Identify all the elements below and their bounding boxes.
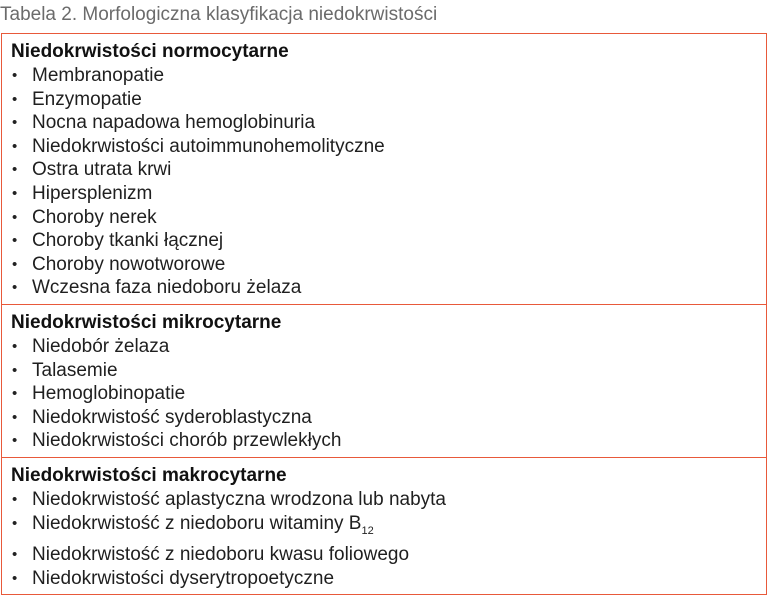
bullet-icon: • [12,408,18,426]
bullet-icon: • [12,67,18,84]
bullet-icon: • [12,490,18,508]
table-caption: Tabela 2. Morfologiczna klasyfikacja niedokrwistości [0,4,438,25]
bullet-icon: • [12,279,18,297]
list-item-text: Choroby tkanki łącznej [32,230,224,252]
bullet-icon: • [12,361,18,379]
section-normocytic [2,34,766,304]
list-item-text: Niedokrwistość z niedoboru witaminy B [32,512,362,534]
list-item-text: Enzymopatie [32,88,142,110]
section-microcytic [2,304,766,457]
list-item [11,253,757,277]
list-item [11,229,757,253]
section-macrocytic [2,457,766,594]
list-item-text: Choroby nowotworowe [32,253,226,275]
list-item [11,64,757,88]
list-item [11,382,757,406]
list-item [11,359,757,383]
list-item-text: Niedokrwistości chorób przewlekłych [32,430,342,452]
classification-table [1,33,767,595]
list-item-text: Niedokrwistości dyserytropoetyczne [32,567,335,589]
bullet-icon: • [12,114,18,132]
list-item [11,276,757,300]
list-item-text: Hemoglobinopatie [32,383,186,405]
bullet-icon: • [12,184,18,202]
item-list [11,64,757,300]
bullet-icon: • [12,569,18,587]
bullet-icon: • [12,385,18,403]
bullet-icon: • [12,337,18,355]
list-item-text: Talasemie [32,359,118,381]
bullet-icon: • [12,161,18,179]
item-list [11,488,757,590]
bullet-icon: • [12,208,18,226]
list-item [11,111,757,135]
list-item-text: Ostra utrata krwi [32,159,172,181]
list-item [11,567,757,591]
bullet-icon: • [12,546,18,564]
list-item-text: Niedokrwistość aplastyczna wrodzona lub nabyta [32,488,446,510]
section-title: Niedokrwistości normocytarne [11,41,289,62]
bullet-icon: • [12,432,18,450]
list-item [11,135,757,159]
list-item [11,182,757,206]
list-item [11,206,757,230]
section-title: Niedokrwistości makrocytarne [11,464,287,486]
list-item-text: Niedobór żelaza [32,335,170,357]
bullet-icon: • [12,514,18,532]
list-item [11,406,757,430]
list-item [11,335,757,359]
list-item-text: Niedokrwistość syderoblastyczna [32,406,312,428]
item-list [11,335,757,453]
vitamin-subscript: 12 [361,524,374,537]
list-item-text: Hipersplenizm [32,182,153,204]
list-item-text: Niedokrwistości autoimmunohemolityczne [32,135,385,157]
bullet-icon: • [12,137,18,155]
section-title: Niedokrwistości mikrocytarne [11,311,282,333]
list-item [11,543,757,567]
list-item-text: Niedokrwistość z niedoboru kwasu foliowego [32,544,410,566]
list-item [11,88,757,112]
bullet-icon: • [12,232,18,250]
list-item-text: Membranopatie [32,65,165,86]
list-item-text: Nocna napadowa hemoglobinuria [32,112,316,134]
list-item [11,512,757,544]
bullet-icon: • [12,90,18,108]
list-item-text: Choroby nerek [32,206,157,228]
list-item-text: Wczesna faza niedoboru żelaza [32,277,302,299]
list-item [11,429,757,453]
list-item [11,488,757,512]
bullet-icon: • [12,255,18,273]
list-item [11,158,757,182]
